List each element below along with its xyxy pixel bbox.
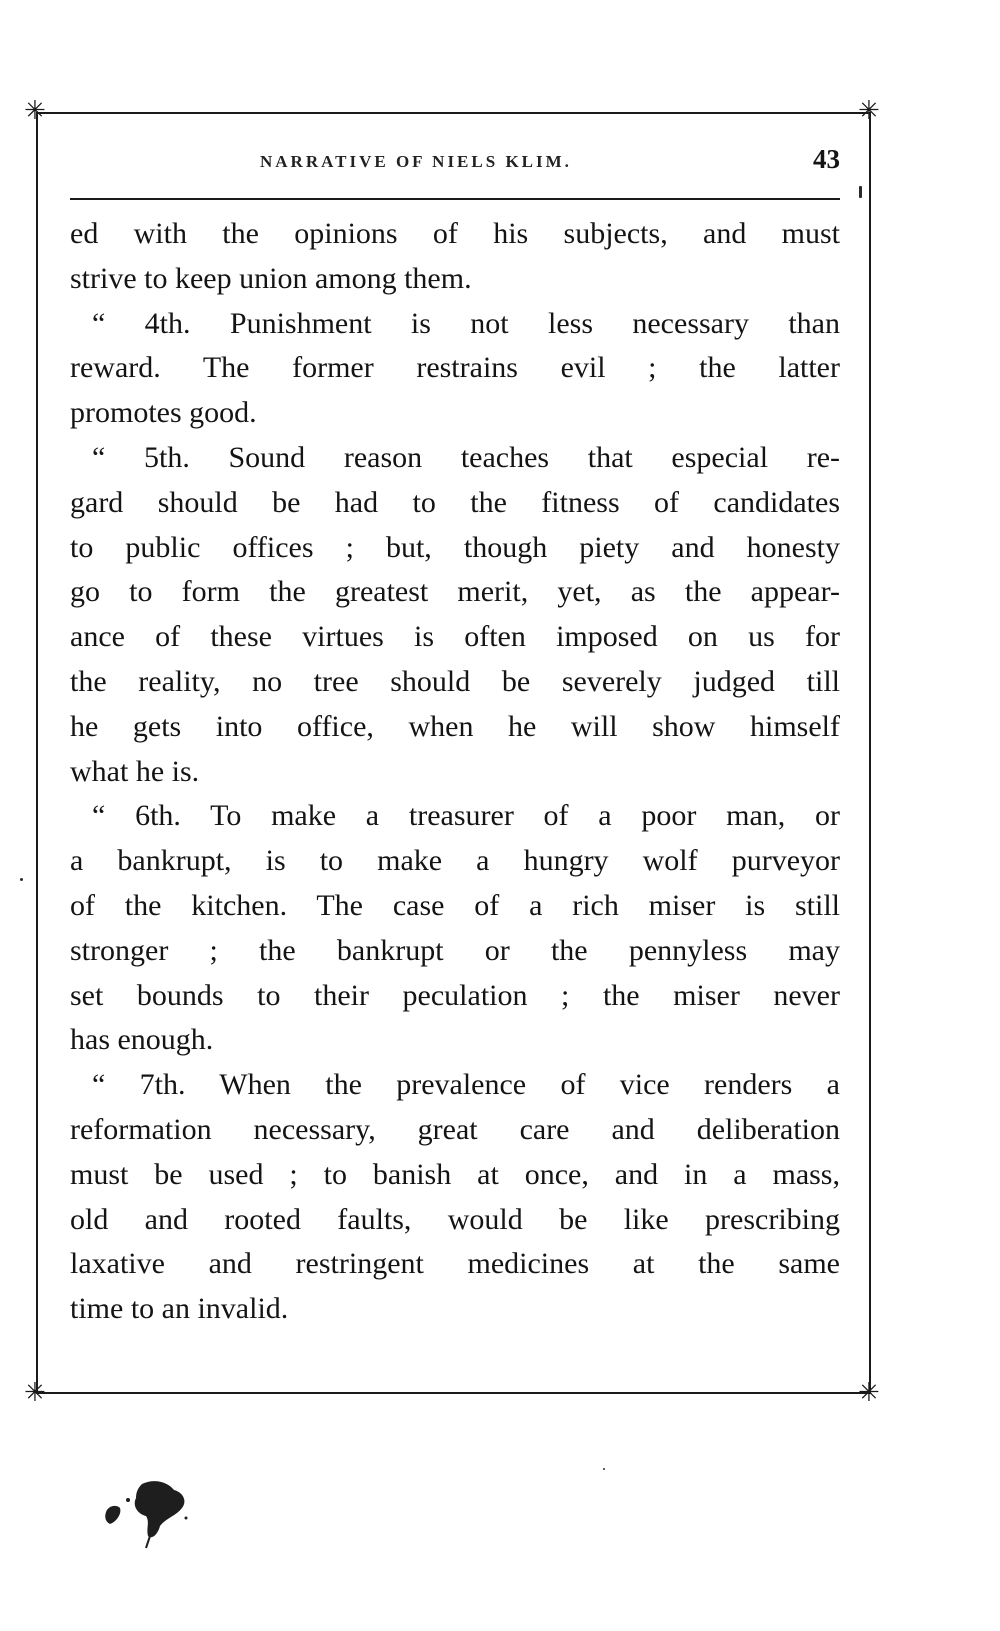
text-line: reformation necessary, great care and deliberation	[70, 1112, 840, 1146]
text-line: promotes good.	[70, 396, 257, 430]
text-line: gard should be had to the fitness of candidates	[70, 485, 840, 519]
text-line: time to an invalid.	[70, 1292, 289, 1326]
text-line: to public offices ; but, though piety and honesty	[70, 530, 840, 564]
asterisk-corner-icon: ✳	[858, 1378, 880, 1408]
ink-blot-ornament-icon	[102, 1478, 194, 1550]
text-line: strive to keep union among them.	[70, 261, 472, 295]
ink-speck	[859, 186, 862, 198]
text-line: go to form the greatest merit, yet, as the appear-	[70, 575, 840, 609]
text-line: “ 7th. When the prevalence of vice renders a	[92, 1068, 840, 1102]
text-line: old and rooted faults, would be like prescribing	[70, 1202, 840, 1236]
text-line: a bankrupt, is to make a hungry wolf purveyor	[70, 844, 840, 878]
text-line: “ 5th. Sound reason teaches that especial re-	[92, 440, 840, 474]
asterisk-corner-icon: ✳	[858, 96, 880, 126]
asterisk-corner-icon: ✳	[24, 96, 46, 126]
text-line: stronger ; the bankrupt or the pennyless may	[70, 933, 840, 967]
asterisk-corner-icon: ✳	[24, 1378, 46, 1408]
text-line: what he is.	[70, 754, 200, 788]
text-line: reward. The former restrains evil ; the latter	[70, 351, 840, 385]
text-line: ance of these virtues is often imposed on us for	[70, 620, 840, 654]
text-line: has enough.	[70, 1023, 214, 1057]
page-number: 43	[813, 144, 840, 174]
text-line: “ 4th. Punishment is not less necessary than	[92, 306, 840, 340]
text-line: ed with the opinions of his subjects, and must	[70, 217, 840, 250]
running-head: NARRATIVE OF NIELS KLIM.	[260, 152, 572, 171]
ink-speck	[20, 878, 23, 881]
text-line: the reality, no tree should be severely judged till	[70, 664, 840, 698]
text-line: of the kitchen. The case of a rich miser is still	[70, 888, 840, 922]
ink-speck	[603, 1468, 605, 1470]
text-line: set bounds to their peculation ; the miser never	[70, 978, 840, 1012]
text-line: must be used ; to banish at once, and in a mass,	[70, 1157, 840, 1191]
page-header	[70, 144, 840, 184]
text-line: laxative and restringent medicines at the same	[70, 1247, 840, 1281]
text-line: he gets into office, when he will show himself	[70, 709, 840, 743]
header-rule	[70, 198, 840, 200]
text-line: “ 6th. To make a treasurer of a poor man, or	[92, 799, 840, 833]
body-text	[70, 212, 840, 1332]
